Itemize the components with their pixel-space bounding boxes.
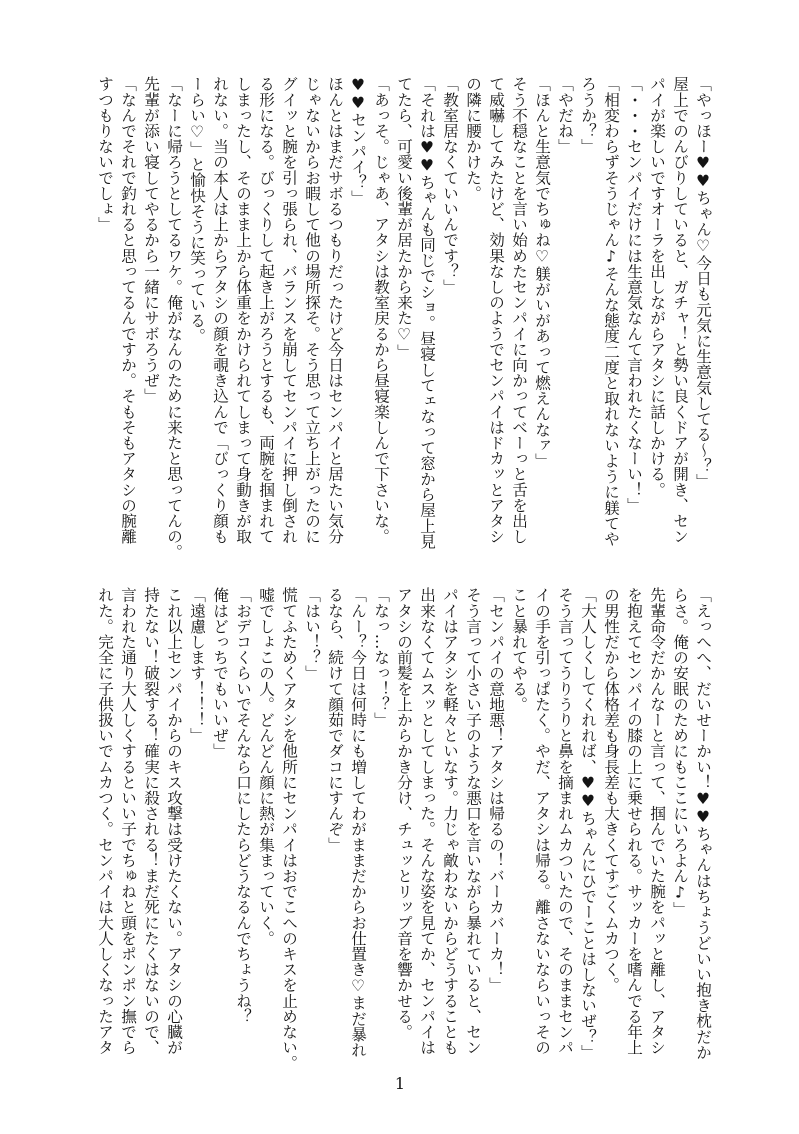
text-column: る形になる。びっくりして起き上がろうとするも、両腕を掴まれて	[257, 76, 275, 544]
text-column: るなら、続けて顔茹でダコにすんぞ」	[326, 587, 344, 853]
text-column: 持たない！破裂する！確実に殺される！まだ死にたくはないので、	[142, 587, 160, 1055]
text-column: 先輩が添い寝してやるから一緒にサボろうぜ」	[142, 76, 160, 404]
lower-text-block	[93, 587, 714, 1071]
text-column: ろうか？」	[579, 76, 597, 154]
text-column: 「相変わらずそうじゃん♪そんな態度二度と取れないように躾てや	[602, 76, 620, 547]
text-column: 「なんでそれで釣れると思ってるんですか。そもそもアタシの腕離	[119, 76, 137, 544]
text-column: 「大人しくしてくれれば、♥♥ちゃんにひでーことはしないぜ？」	[579, 587, 597, 1060]
text-column: ♥♥センパイ？」	[349, 76, 367, 206]
text-column: ほんとはまだサボるつもりだったけど今日はセンパイと居たい気分	[326, 76, 344, 544]
text-column: そう言ってうりうりと鼻を摘まれムカついたので、そのままセンパ	[556, 587, 574, 1055]
text-column: 「んー？今日は何時にも増してわがままだからお仕置き♡まだ暴れ	[349, 587, 367, 1058]
text-column: イの手を引っぱたく。やだ、アタシは帰る。離さないならいっその	[533, 587, 551, 1055]
text-column: れた。完全に子供扱いでムカつく。センパイは大人しくなったアタ	[96, 587, 114, 1055]
text-column: 屋上でのんびりしていると、ガチャ！と勢い良くドアが開き、セン	[671, 76, 689, 544]
text-column: 「教室居なくていいんです？」	[441, 76, 459, 295]
text-column: 嘘でしょこの人。どんどん顔に熱が集まっていく。	[257, 587, 275, 946]
text-column: じゃないからお暇して他の場所探そ。そう思って立ち上がったのに	[303, 76, 321, 544]
text-column: しまったし、そのまま上から体重をかけられてしまって身動きが取	[234, 76, 252, 544]
text-column: 「遠慮します！！！」	[188, 587, 206, 743]
text-column: そう不穏なことを言い始めたセンパイに向かってべーっと舌を出し	[510, 76, 528, 544]
text-column: 「あっそ。じゃあ、アタシは教室戻るから昼寝楽しんで下さいな。	[372, 76, 390, 544]
text-column: て威嚇してみたけど、効果なしのようでセンパイはドカッとアタシ	[487, 76, 505, 544]
text-column: 「・・・センパイだけには生意気なんて言われたくなーい！」	[625, 76, 643, 513]
text-column: パイはアタシを軽々といなす。力じゃ敵わないからどうすることも	[441, 587, 459, 1055]
text-column: らさ。俺の安眠のためにもここにいろよん♪」	[671, 587, 689, 917]
text-column: 出来なくてムスッとしてしまった。そんな姿を見てか、センパイは	[418, 587, 436, 1055]
text-column: れない。当の本人は上からアタシの顔を覗き込んで「びっくり顔も	[211, 76, 229, 544]
text-column: の隣に腰かけた。	[464, 76, 482, 201]
text-column: 「おデコくらいでそんなら口にしたらどうなるんでちょうね？	[234, 587, 252, 1024]
text-column: すつもりないでしょ」	[96, 76, 114, 232]
text-column: ーらい♡」と愉快そうに笑っている。	[188, 76, 206, 344]
text-column: そう言って小さい子のような悪口を言いながら暴れていると、セン	[464, 587, 482, 1055]
text-column: 「なっ…なっ！？」	[372, 587, 390, 728]
text-column: を抱えてセンパイの膝の上に乗せられる。サッカーを嗜んでる年上	[625, 587, 643, 1055]
text-column: 言われた通り大人しくするといい子でちゅねと頭をポンポン撫でら	[119, 587, 137, 1055]
text-column: の男性だから体格差も身長差も大きくてすごくムカつく。	[602, 587, 620, 993]
upper-text-block	[93, 76, 714, 560]
text-column: 「それは♥♥ちゃんも同じでショ。昼寝してェなって窓から屋上見	[418, 76, 436, 549]
text-column: 「やっほー♥♥ちゃん♡今日も元気に生意気してる～？」	[694, 76, 712, 489]
text-column: 「はい！？」	[303, 587, 321, 681]
text-column: パイが楽しいですオーラを出しながらアタシに話しかける。	[648, 76, 666, 498]
text-column: 「やだね」	[556, 76, 574, 154]
text-column: 「ほんと生意気でちゅね♡躾がいがあって燃えんなァ」	[533, 76, 551, 469]
text-column: 「なーに帰ろうとしてるワケ。俺がなんのために来たと思ってんの。	[165, 76, 183, 560]
text-column: グイッと腕を引っ張られ、バランスを崩してセンパイに押し倒され	[280, 76, 298, 544]
page-number: 1	[394, 1074, 406, 1093]
text-column: アタシの前髪を上からかき分け、チュッとリップ音を響かせる。	[395, 587, 413, 1040]
text-column: 俺はどっちでもいいぜ」	[211, 587, 229, 759]
text-column: 「えっへへ、だいせーかい！♥♥ちゃんはちょうどいい抱き枕だか	[694, 587, 712, 1060]
text-column: てたら、可愛い後輩が居たから来た♡」	[395, 76, 413, 360]
text-column: 先輩命令だかんなーと言って、掴んでいた腕をパッと離し、アタシ	[648, 587, 666, 1055]
text-column: 「センパイの意地悪！アタシは帰るの！バーカバーカ！」	[487, 587, 505, 993]
text-column: これ以上センパイからのキス攻撃は受けたくない。アタシの心臓が	[165, 587, 183, 1055]
text-column: こと暴れてやる。	[510, 587, 528, 712]
text-column: 慌てふためくアタシを他所にセンパイはおでこへのキスを止めない。	[280, 587, 298, 1071]
